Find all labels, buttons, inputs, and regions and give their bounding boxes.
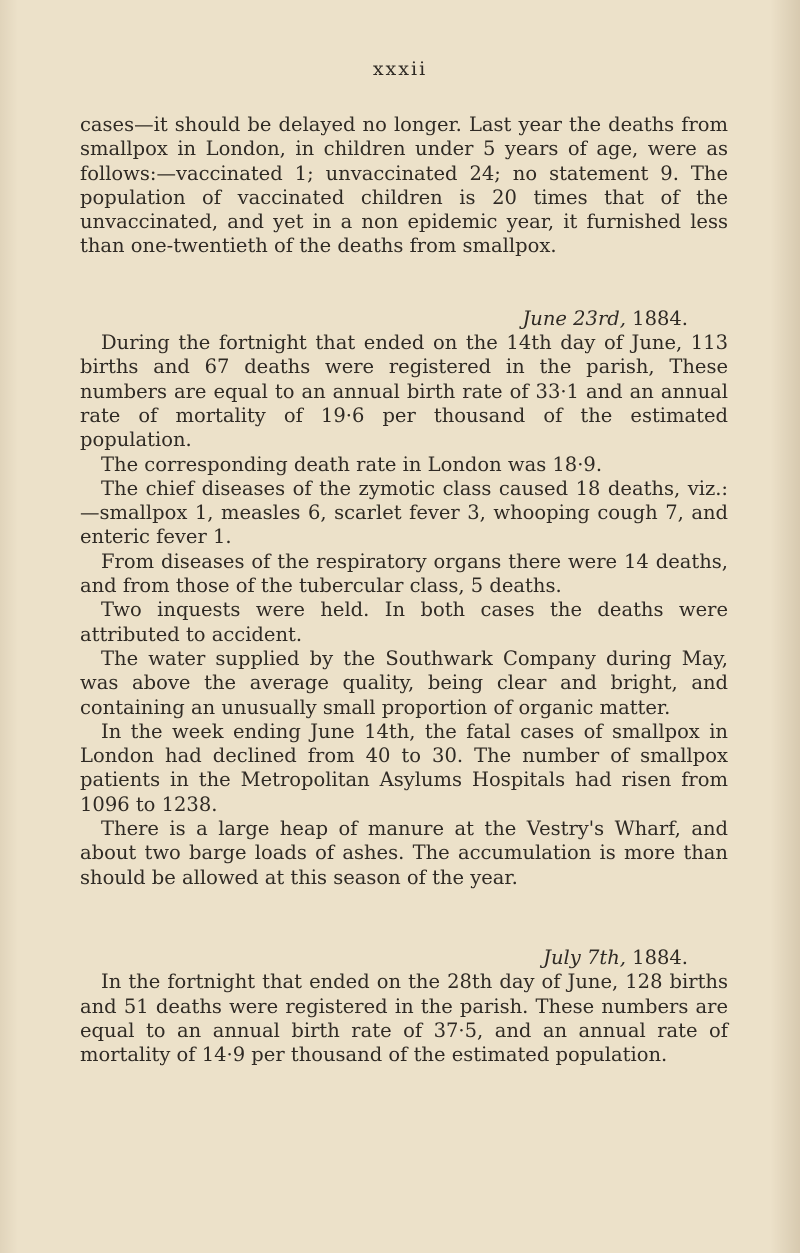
page-body bbox=[80, 113, 728, 1067]
report-1-year: 1884. bbox=[632, 306, 688, 330]
report-2-paragraph: In the fortnight that ended on the 28th day of June, 128 births and 51 deaths were registered in the parish. These numbers are equal to an annual birth rate of 37·5, and an annual rate of mortality of 14·9 per thousand of the estimated population. bbox=[80, 970, 728, 1067]
report-1-paragraph: Two inquests were held. In both cases the deaths were attributed to accident. bbox=[80, 598, 728, 646]
report-1-paragraph: From diseases of the respiratory organs there were 14 deaths, and from those of the tubercular class, 5 deaths. bbox=[80, 549, 728, 598]
report-1-dateline bbox=[80, 307, 728, 331]
continuation-paragraph: cases—it should be delayed no longer. Last year the deaths from smallpox in London, in children under 5 years of age, were as follows:—vaccinated 1; unvaccinated 24; no statement 9. The population of vaccinated children is 20 times that of the unvaccinated, and yet in a non epidemic year, it furnished less than one-twentieth of the deaths from smallpox. bbox=[80, 113, 728, 258]
report-1-paragraph: The corresponding death rate in London was 18·9. bbox=[101, 452, 603, 476]
report-2-dateline bbox=[80, 946, 728, 970]
report-1-paragraph: The water supplied by the Southwark Company during May, was above the average quality, being clear and bright, and containing an unusually small proportion of organic matter. bbox=[80, 646, 728, 719]
report-2-year: 1884. bbox=[632, 945, 688, 969]
report-1-paragraph: There is a large heap of manure at the Vestry's Wharf, and about two barge loads of ashes. The accumulation is more than should be allowed at this season of the year. bbox=[80, 817, 728, 889]
report-1-paragraph: The chief diseases of the zymotic class caused 18 deaths, viz.:—smallpox 1, measles 6, scarlet fever 3, whooping cough 7, and enteric fever 1. bbox=[80, 476, 728, 549]
report-1-date: June 23rd, bbox=[522, 306, 626, 330]
page-number: xxxii bbox=[372, 58, 428, 80]
report-1-paragraph: In the week ending June 14th, the fatal cases of smallpox in London had declined from 40 to 30. The number of smallpox patients in the Metropolitan Asylums Hospitals had risen from 1096 to 1238. bbox=[80, 719, 728, 816]
report-1-paragraph: During the fortnight that ended on the 14th day of June, 113 births and 67 deaths were registered in the parish, These numbers are equal to an annual birth rate of 33·1 and an annual rate of mortality of 19·6 per thousand of the estimated population. bbox=[80, 331, 728, 452]
report-2-date: July 7th, bbox=[543, 945, 626, 969]
